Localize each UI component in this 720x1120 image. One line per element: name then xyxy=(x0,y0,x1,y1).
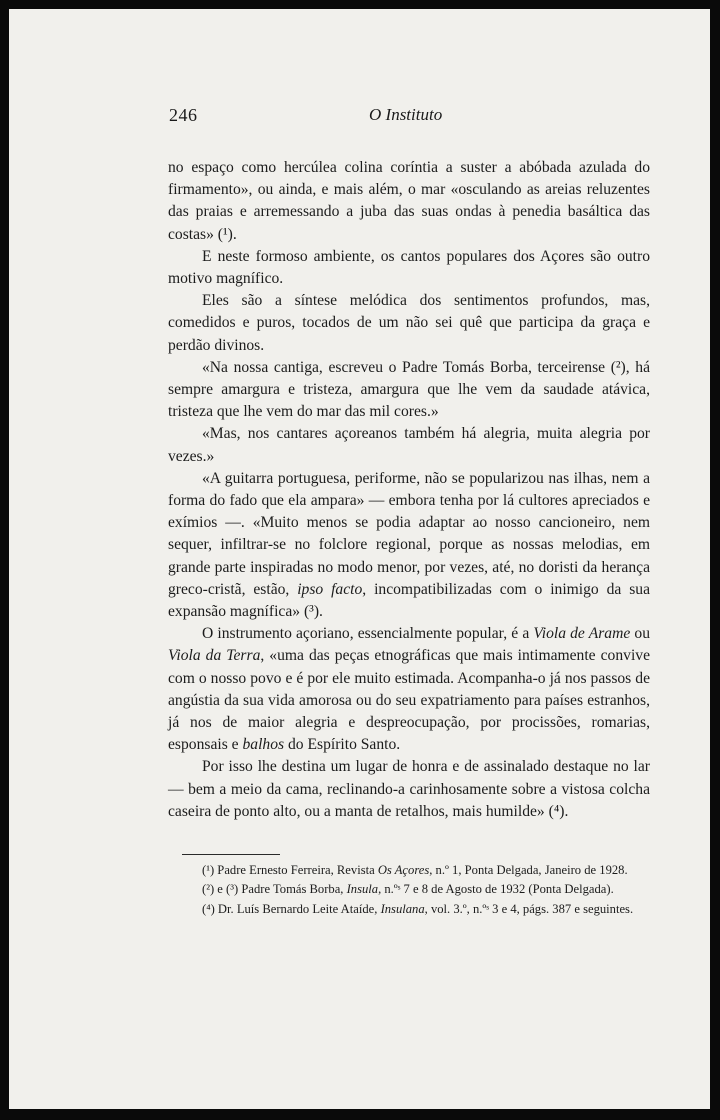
paragraph-6-italic: ipso facto xyxy=(297,580,363,598)
book-page xyxy=(9,9,710,1109)
running-title: O Instituto xyxy=(369,105,443,124)
paragraph-7-italic-3: balhos xyxy=(242,736,285,754)
footnote-rule xyxy=(182,854,280,855)
paragraph-7-text-d: do Espírito Santo. xyxy=(284,736,401,754)
footnote-3-text-b: , vol. 3.º, n.ºˢ 3 e 4, págs. 387 e seguintes. xyxy=(424,901,634,916)
footnote-1-text-a: (¹) Padre Ernesto Ferreira, Revista xyxy=(202,863,378,877)
footnote-3 xyxy=(168,900,650,919)
page-header xyxy=(169,105,649,135)
paragraph-7 xyxy=(168,623,650,756)
footnote-3-text-a: (⁴) Dr. Luís Bernardo Leite Ataíde, xyxy=(202,901,381,916)
paragraph-7-text-a: O instrumento açoriano, essencialmente popular, é a xyxy=(202,625,534,643)
paragraph-5: «Mas, nos cantares açoreanos também há alegria, muita alegria por vezes.» xyxy=(168,425,650,465)
footnote-1-text-b: , n.º 1, Ponta Delgada, Janeiro de 1928. xyxy=(429,863,628,877)
paragraph-7-italic-1: Viola de Arame xyxy=(533,625,631,643)
footnote-2 xyxy=(168,880,650,899)
paragraph-1: no espaço como hercúlea colina coríntia a suster a abóbada azulada do firmamento», ou ainda, e mais além, o mar «osculando as areias reluzentes das praias e arremessando a juba das suas ondas à penedia basáltica das costas» (¹). xyxy=(168,159,650,243)
footnote-3-italic: Insulana xyxy=(380,901,425,916)
paragraph-7-italic-2: Viola da Terra xyxy=(168,647,261,665)
paragraph-2: E neste formoso ambiente, os cantos populares dos Açores são outro motivo magnífico. xyxy=(168,247,650,288)
paragraph-3: Eles são a síntese melódica dos sentimentos profundos, mas, comedidos e puros, tocados de um não sei quê que participa da graça e perdão divinos. xyxy=(168,292,650,354)
paragraph-8: Por isso lhe destina um lugar de honra e de assinalado destaque no lar — bem a meio da cama, reclinando-a carinhosamente sobre a vistosa colcha caseira de ponto alto, ou a manta de retalhos, mais humilde» (⁴). xyxy=(168,758,650,820)
footnote-2-text-a: (²) e (³) Padre Tomás Borba, xyxy=(202,882,347,897)
paragraph-6 xyxy=(168,468,650,623)
footnote-2-italic: Insula xyxy=(346,882,379,897)
paragraph-6-text-b: , incompatibilizadas com o inimigo da sua expansão magnífica» (³). xyxy=(168,580,650,621)
footnotes xyxy=(168,861,650,919)
footnote-1-italic: Os Açores xyxy=(377,863,430,877)
footnote-2-text-b: , n.ºˢ 7 e 8 de Agosto de 1932 (Ponta Delgada). xyxy=(378,882,614,897)
paragraph-6-text-a: «A guitarra portuguesa, periforme, não se popularizou nas ilhas, nem a forma do fado que ela ampara» — embora tenha por lá cultores apreciados e exímios —. «Muito menos se podia adaptar ao nosso cancioneiro, nem sequer, infiltrar-se no folclore regional, porque as nossas melodias, em grande parte inspiradas no modo menor, por vezes, até, no doristi da herança greco-cristã, estão, xyxy=(168,469,650,598)
paragraph-7-text-c: , «uma das peças etnográficas que mais intimamente convive com o nosso povo e é por ele muito estimada. Acompanha-o já nos passos de angústia da sua vida amorosa ou do seu expatriamento para países estranhos, já nos de maior alegria e despreocupação, por procissões, romarias, esponsais e xyxy=(168,647,650,754)
body-text xyxy=(168,157,650,823)
paragraph-4: «Na nossa cantiga, escreveu o Padre Tomás Borba, terceirense (²), há sempre amargura e tristeza, amargura que lhe vem da saudade atávica, tristeza que lhe vem do mar das mil cores.» xyxy=(168,358,650,421)
paragraph-7-text-b: ou xyxy=(630,625,651,643)
page-number: 246 xyxy=(169,105,198,125)
footnote-1 xyxy=(168,861,650,880)
